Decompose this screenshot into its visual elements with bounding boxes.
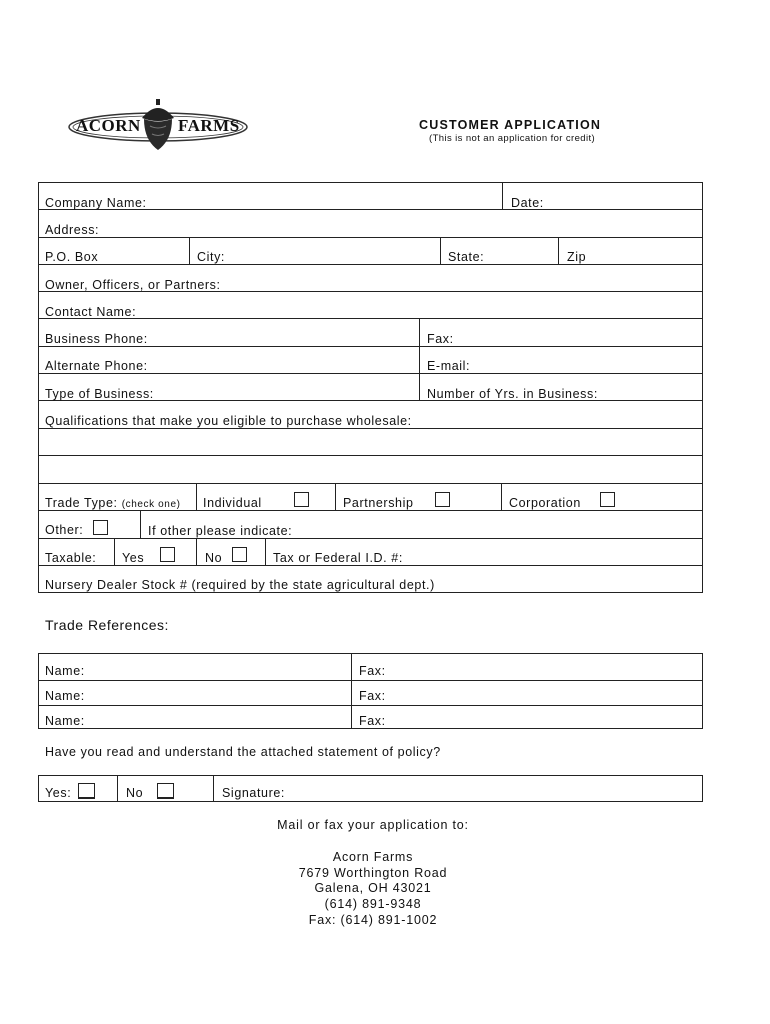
po-box-field[interactable]: P.O. Box <box>45 250 99 264</box>
fax-field[interactable]: Fax: <box>427 332 454 346</box>
reference-name-field[interactable]: Name: <box>45 689 85 703</box>
logo-word-right: FARMS <box>178 116 240 135</box>
partnership-label: Partnership <box>343 496 414 510</box>
years-in-business-field[interactable]: Number of Yrs. in Business: <box>427 387 598 401</box>
mailing-fax: Fax: (614) 891-1002 <box>308 913 438 927</box>
row-divider <box>38 237 703 238</box>
reference-fax-field[interactable]: Fax: <box>359 714 386 728</box>
policy-no-checkbox[interactable] <box>157 783 174 799</box>
corporation-label: Corporation <box>509 496 581 510</box>
col-divider <box>502 182 503 209</box>
trade-type-text: Trade Type: <box>45 496 118 510</box>
mailing-city: Galena, OH 43021 <box>314 881 432 895</box>
qualifications-field[interactable]: Qualifications that make you eligible to purchase wholesale: <box>45 414 412 428</box>
col-divider <box>189 237 190 264</box>
date-field[interactable]: Date: <box>511 196 544 210</box>
qualifications-line-2[interactable] <box>39 456 702 482</box>
mailing-company: Acorn Farms <box>332 850 414 864</box>
email-field[interactable]: E-mail: <box>427 359 471 373</box>
policy-yes-checkbox[interactable] <box>78 783 95 799</box>
logo-word-left: ACORN <box>76 116 141 135</box>
mailing-intro: Mail or fax your application to: <box>277 818 469 832</box>
qualifications-line-1[interactable] <box>39 429 702 454</box>
address-field[interactable]: Address: <box>45 223 100 237</box>
col-divider <box>114 538 115 565</box>
taxable-label: Taxable: <box>45 551 97 565</box>
other-checkbox[interactable] <box>93 520 108 535</box>
row-divider <box>38 483 703 484</box>
contact-name-field[interactable]: Contact Name: <box>45 305 137 319</box>
corporation-checkbox[interactable] <box>600 492 615 507</box>
col-divider <box>140 510 141 538</box>
check-one-hint: (check one) <box>121 499 181 510</box>
col-divider <box>351 653 352 729</box>
owners-field[interactable]: Owner, Officers, or Partners: <box>45 278 221 292</box>
col-divider <box>501 483 502 510</box>
city-field[interactable]: City: <box>197 250 225 264</box>
taxable-no-checkbox[interactable] <box>232 547 247 562</box>
policy-no-label: No <box>126 786 144 800</box>
alternate-phone-field[interactable]: Alternate Phone: <box>45 359 148 373</box>
trade-type-label <box>45 496 181 510</box>
policy-question: Have you read and understand the attached statement of policy? <box>45 745 441 759</box>
if-other-field[interactable]: If other please indicate: <box>148 524 293 538</box>
reference-name-field[interactable]: Name: <box>45 664 85 678</box>
col-divider <box>335 483 336 510</box>
row-divider <box>38 264 703 265</box>
col-divider <box>117 775 118 802</box>
business-phone-field[interactable]: Business Phone: <box>45 332 148 346</box>
mailing-street: 7679 Worthington Road <box>298 866 448 880</box>
other-label: Other: <box>45 523 84 537</box>
mailing-phone: (614) 891-9348 <box>324 897 422 911</box>
partnership-checkbox[interactable] <box>435 492 450 507</box>
col-divider <box>196 483 197 510</box>
policy-yes-label: Yes: <box>45 786 72 800</box>
row-divider <box>38 510 703 511</box>
col-divider <box>440 237 441 264</box>
individual-label: Individual <box>203 496 262 510</box>
row-divider <box>38 565 703 566</box>
col-divider <box>196 538 197 565</box>
reference-name-field[interactable]: Name: <box>45 714 85 728</box>
page-subtitle: (This is not an application for credit) <box>429 133 596 144</box>
reference-fax-field[interactable]: Fax: <box>359 689 386 703</box>
state-field[interactable]: State: <box>448 250 485 264</box>
col-divider <box>419 318 420 400</box>
nursery-stock-field[interactable]: Nursery Dealer Stock # (required by the state agricultural dept.) <box>45 578 435 592</box>
reference-fax-field[interactable]: Fax: <box>359 664 386 678</box>
signature-field[interactable]: Signature: <box>222 786 285 800</box>
tax-id-field[interactable]: Tax or Federal I.D. #: <box>273 551 403 565</box>
page-title: CUSTOMER APPLICATION <box>419 118 602 132</box>
row-divider <box>38 680 703 681</box>
row-divider <box>38 318 703 319</box>
col-divider <box>213 775 214 802</box>
row-divider <box>38 346 703 347</box>
row-divider <box>38 705 703 706</box>
zip-field[interactable]: Zip <box>567 250 587 264</box>
col-divider <box>558 237 559 264</box>
taxable-yes-label: Yes <box>122 551 145 565</box>
row-divider <box>38 373 703 374</box>
individual-checkbox[interactable] <box>294 492 309 507</box>
type-of-business-field[interactable]: Type of Business: <box>45 387 154 401</box>
company-name-field[interactable]: Company Name: <box>45 196 147 210</box>
trade-references-heading: Trade References: <box>45 617 169 633</box>
row-divider <box>38 538 703 539</box>
taxable-no-label: No <box>205 551 223 565</box>
col-divider <box>265 538 266 565</box>
taxable-yes-checkbox[interactable] <box>160 547 175 562</box>
